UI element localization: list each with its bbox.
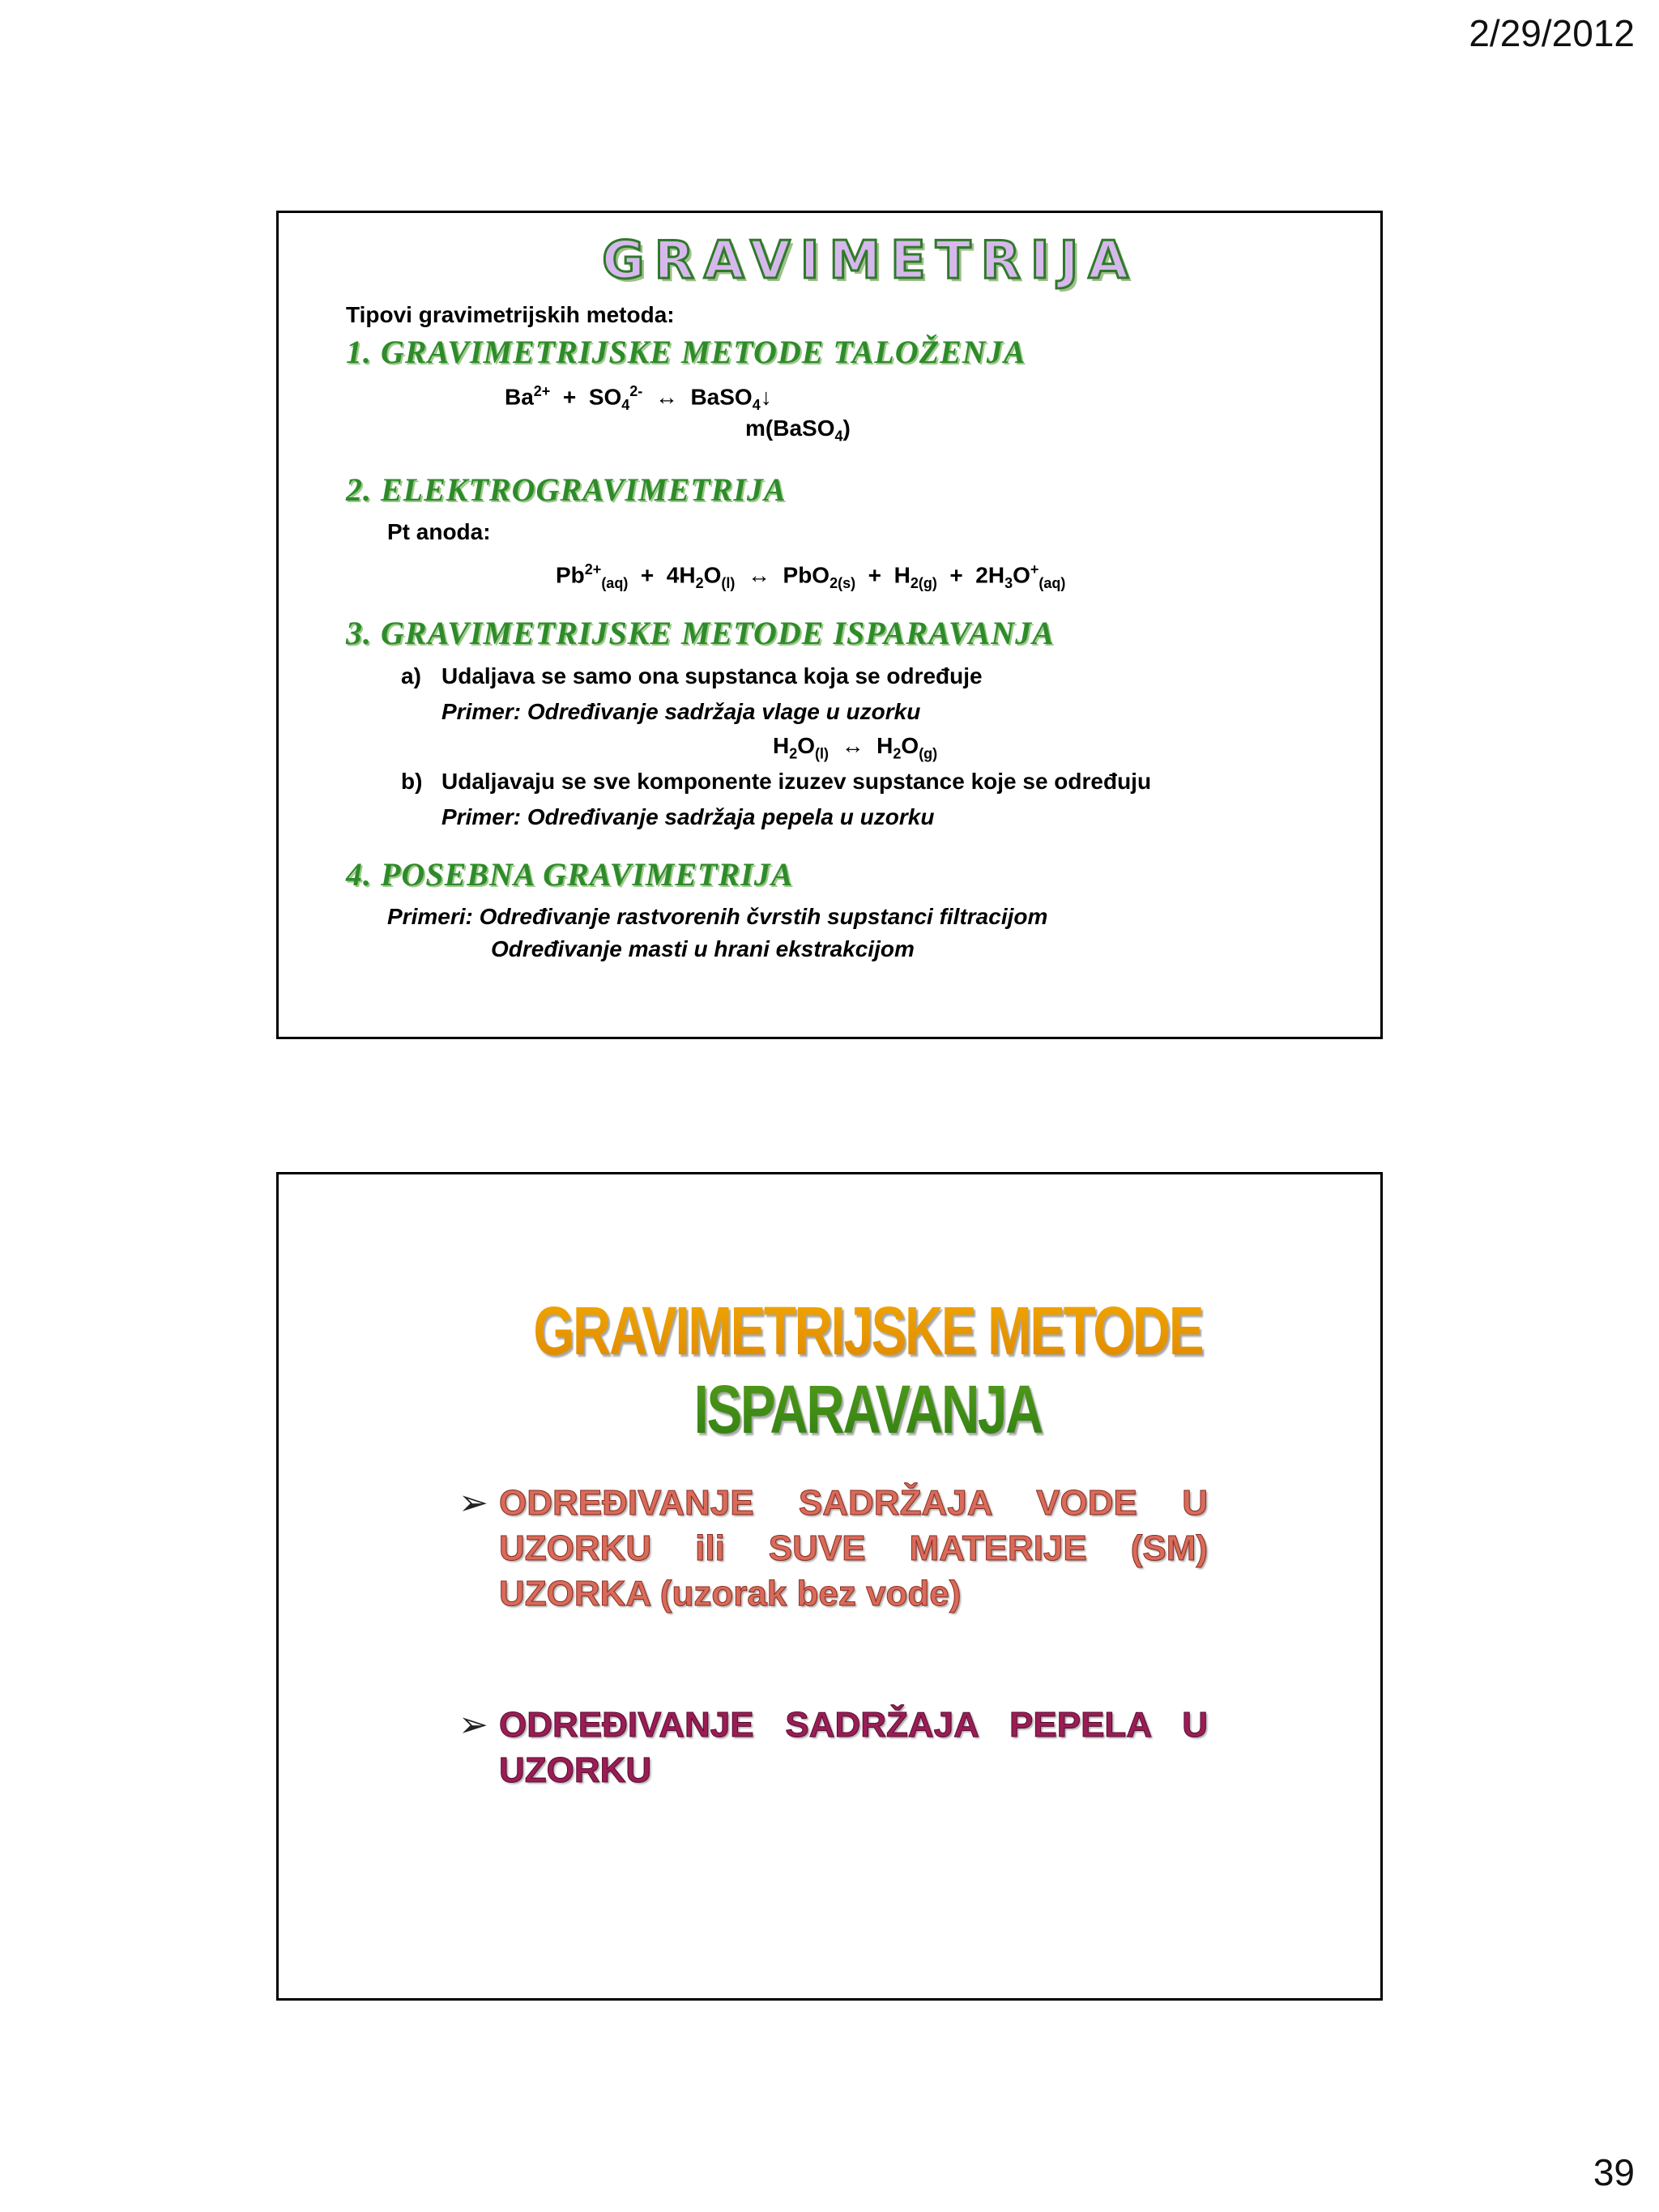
section-title-2: 2. ELEKTROGRAVIMETRIJA xyxy=(346,471,787,508)
example-line-1: Primeri: Određivanje rastvorenih čvrstih supstanci filtracijom xyxy=(387,904,1048,929)
item-b-example: Primer: Određivanje sadržaja pepela u uzorku xyxy=(441,804,935,829)
bullet-item xyxy=(458,1703,1208,1793)
arrow-bullet-icon: ➢ xyxy=(458,1483,488,1523)
slide-isparavanje xyxy=(276,1172,1383,2001)
item-a-label: a) xyxy=(401,663,421,688)
slide-heading: Tipovi gravimetrijskih metoda: xyxy=(346,302,675,327)
pt-anode-label: Pt anoda: xyxy=(387,519,491,544)
slide-gravimetrija xyxy=(276,211,1383,1039)
page-number: 39 xyxy=(1593,2151,1635,2193)
page-date: 2/29/2012 xyxy=(1469,12,1635,54)
arrow-bullet-icon: ➢ xyxy=(458,1705,488,1745)
item-a-example: Primer: Određivanje sadržaja vlage u uzorku xyxy=(441,699,921,724)
section-title-1: 1. GRAVIMETRIJSKE METODE TALOŽENJA xyxy=(346,334,1026,370)
section-title-4: 4. POSEBNA GRAVIMETRIJA xyxy=(346,856,794,893)
bullet-text: ODREĐIVANJE SADRŽAJA VODE U UZORKU ili SUVE MATERIJE (SM) UZORKA (uzorak bez vode) xyxy=(499,1483,1208,1613)
item-b-label: b) xyxy=(401,769,423,794)
slide-title: GRAVIMETRIJA xyxy=(602,231,1138,291)
equation-water: $H_2O_{(l)}$ ↔ $H_2O_{(g)}$ xyxy=(773,733,938,762)
example-line-2: Određivanje masti u hrani ekstrakcijom xyxy=(491,936,915,961)
bullet-item xyxy=(458,1481,1208,1617)
item-b: b) Udaljavaju se sve komponente izuzev supstance koje se određuju xyxy=(401,769,1152,794)
section-title-3: 3. GRAVIMETRIJSKE METODE ISPARAVANJA xyxy=(346,615,1055,651)
mass-formula: m(BaSO$_4$) xyxy=(745,416,851,445)
item-a: a) Udaljava se samo ona supstanca koja se određuje xyxy=(401,663,983,688)
slide2-title: GRAVIMETRIJSKE METODE ISPARAVANJA xyxy=(420,1292,1279,1449)
bullet-text: ODREĐIVANJE SADRŽAJA PEPELA U UZORKU xyxy=(499,1705,1208,1790)
equation-barium-sulfate: $Ba^{2+} + SO_4^{2-}$ ↔ BaSO$_4$↓ xyxy=(505,383,772,413)
equation-lead-oxide: $Pb^{2+}_{(aq)} + 4H_2O_{(l)}$ ↔ $PbO_{2(s)} + H_{2(g)} + 2H_3O^+_{(aq)}$ xyxy=(556,561,1066,591)
